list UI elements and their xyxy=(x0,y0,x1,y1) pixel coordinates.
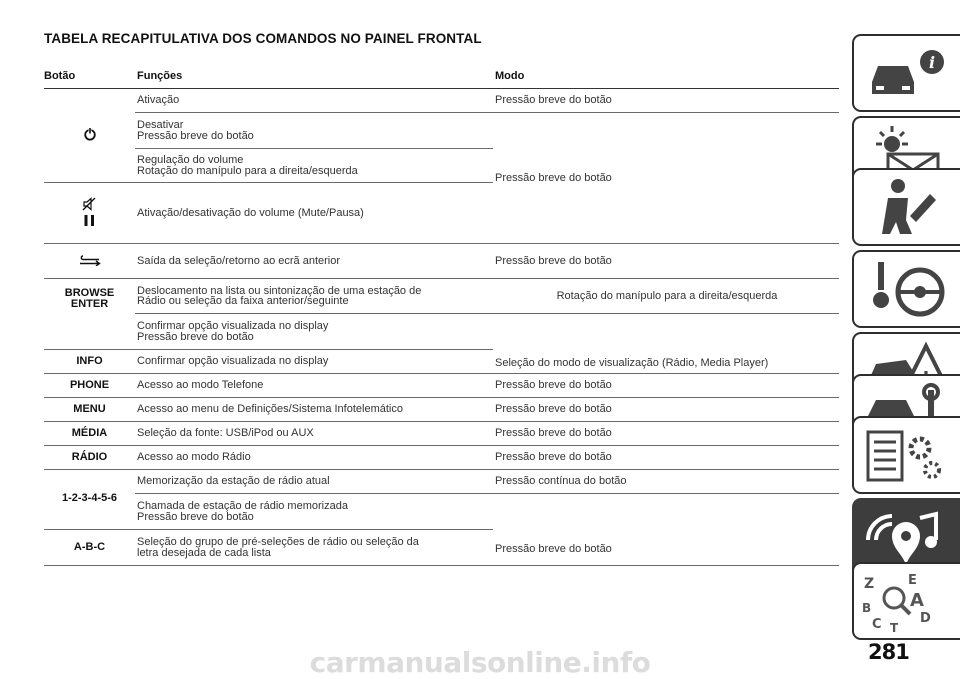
header-functions: Funções xyxy=(135,64,493,89)
svg-text:E: E xyxy=(908,573,917,588)
table-header-row xyxy=(44,64,839,89)
function-line: Pressão breve do botão xyxy=(137,510,254,523)
key-label: BROWSE xyxy=(64,287,115,299)
function-line: Rotação do manípulo para a direita/esquerda xyxy=(137,164,358,177)
table-row xyxy=(44,494,839,530)
function-cell xyxy=(135,149,493,183)
dashboard-info-icon xyxy=(862,42,952,104)
key-label: ENTER xyxy=(70,298,109,310)
power-icon xyxy=(83,127,97,141)
mode-cell: Pressão breve do botão xyxy=(493,89,839,113)
browse-key-cell xyxy=(44,279,135,350)
tab-index[interactable] xyxy=(852,562,960,640)
function-cell: Ativação xyxy=(135,89,493,113)
tab-starting-driving[interactable] xyxy=(852,250,960,328)
page-title: TABELA RECAPITULATIVA DOS COMANDOS NO PAINEL FRONTAL xyxy=(44,31,482,46)
power-key-cell xyxy=(44,89,135,183)
function-cell xyxy=(135,314,493,350)
key-label: A-B-C xyxy=(44,530,135,566)
index-icon xyxy=(862,570,952,632)
function-cell: Acesso ao menu de Definições/Sistema Infotelemático xyxy=(135,398,493,422)
commands-table xyxy=(44,64,839,566)
function-line: Confirmar opção visualizada no display xyxy=(137,320,329,332)
table-row xyxy=(44,314,839,350)
function-line: Chamada de estação de rádio memorizada xyxy=(137,500,348,512)
header-button: Botão xyxy=(44,64,135,89)
function-line: Rádio ou seleção da faixa anterior/seguinte xyxy=(137,295,349,307)
svg-text:D: D xyxy=(920,611,931,626)
mode-cell: Pressão breve do botão xyxy=(493,494,839,566)
mode-cell: Pressão breve do botão xyxy=(493,422,839,446)
function-line: Desativar xyxy=(137,119,184,131)
mute-pause-icon xyxy=(82,197,98,227)
tab-safety[interactable] xyxy=(852,168,960,246)
header-mode: Modo xyxy=(493,64,839,89)
mode-cell: Pressão contínua do botão xyxy=(493,470,839,494)
svg-text:B: B xyxy=(862,601,872,615)
function-cell: Saída da seleção/retorno ao ecrã anterior xyxy=(135,244,493,279)
steering-wheel-icon xyxy=(862,258,952,320)
key-label: 1-2-3-4-5-6 xyxy=(44,470,135,530)
airbag-safety-icon xyxy=(862,176,952,238)
mode-cell: Pressão breve do botão xyxy=(493,113,839,244)
table-row xyxy=(44,446,839,470)
table-row xyxy=(44,470,839,494)
mode-cell: Pressão breve do botão xyxy=(493,398,839,422)
key-label: MÉDIA xyxy=(44,422,135,446)
table-row xyxy=(44,279,839,314)
function-cell: Memorização da estação de rádio atual xyxy=(135,470,493,494)
function-line: Regulação do volume xyxy=(137,154,244,166)
mode-cell: Pressão breve do botão xyxy=(493,374,839,398)
back-arrow-icon xyxy=(79,254,101,266)
function-line: Deslocamento na lista ou sintonização de uma estação de xyxy=(137,284,422,297)
function-line: Seleção do grupo de pré-seleções de rádio ou seleção da xyxy=(137,536,419,548)
mode-cell: Seleção do modo de visualização (Rádio, Media Player) xyxy=(493,314,839,374)
key-label: INFO xyxy=(44,350,135,374)
function-cell xyxy=(135,113,493,149)
table-row xyxy=(44,374,839,398)
function-cell: Ativação/desativação do volume (Mute/Pausa) xyxy=(135,183,493,244)
svg-text:A: A xyxy=(910,590,924,611)
svg-text:T: T xyxy=(890,621,899,632)
svg-text:i: i xyxy=(928,53,936,72)
table-row xyxy=(44,113,839,149)
mode-cell: Pressão breve do botão xyxy=(493,446,839,470)
back-key-cell xyxy=(44,244,135,279)
key-label: MENU xyxy=(44,398,135,422)
function-cell xyxy=(135,494,493,530)
table-row xyxy=(44,89,839,113)
function-line: Pressão breve do botão xyxy=(137,129,254,142)
function-line: letra desejada de cada lista xyxy=(137,546,271,559)
function-cell: Acesso ao modo Telefone xyxy=(135,374,493,398)
tab-dashboard[interactable] xyxy=(852,34,960,112)
page-number: 281 xyxy=(868,640,909,664)
key-label: PHONE xyxy=(44,374,135,398)
svg-text:Z: Z xyxy=(864,576,875,592)
function-line: Pressão breve do botão xyxy=(137,330,254,343)
watermark: carmanualsonline.info xyxy=(309,646,651,679)
technical-data-icon xyxy=(862,424,952,486)
table-row xyxy=(44,244,839,279)
function-cell xyxy=(135,530,493,566)
mute-key-cell xyxy=(44,183,135,244)
mode-cell: Rotação do manípulo para a direita/esquerda xyxy=(493,279,839,314)
table-row xyxy=(44,422,839,446)
function-cell: Seleção da fonte: USB/iPod ou AUX xyxy=(135,422,493,446)
key-label: RÁDIO xyxy=(44,446,135,470)
function-cell xyxy=(135,279,493,314)
table-row xyxy=(44,398,839,422)
function-cell: Confirmar opção visualizada no display xyxy=(135,350,493,374)
tab-technical-data[interactable] xyxy=(852,416,960,494)
svg-text:C: C xyxy=(872,617,882,632)
mode-cell: Pressão breve do botão xyxy=(493,244,839,279)
function-cell: Acesso ao modo Rádio xyxy=(135,446,493,470)
